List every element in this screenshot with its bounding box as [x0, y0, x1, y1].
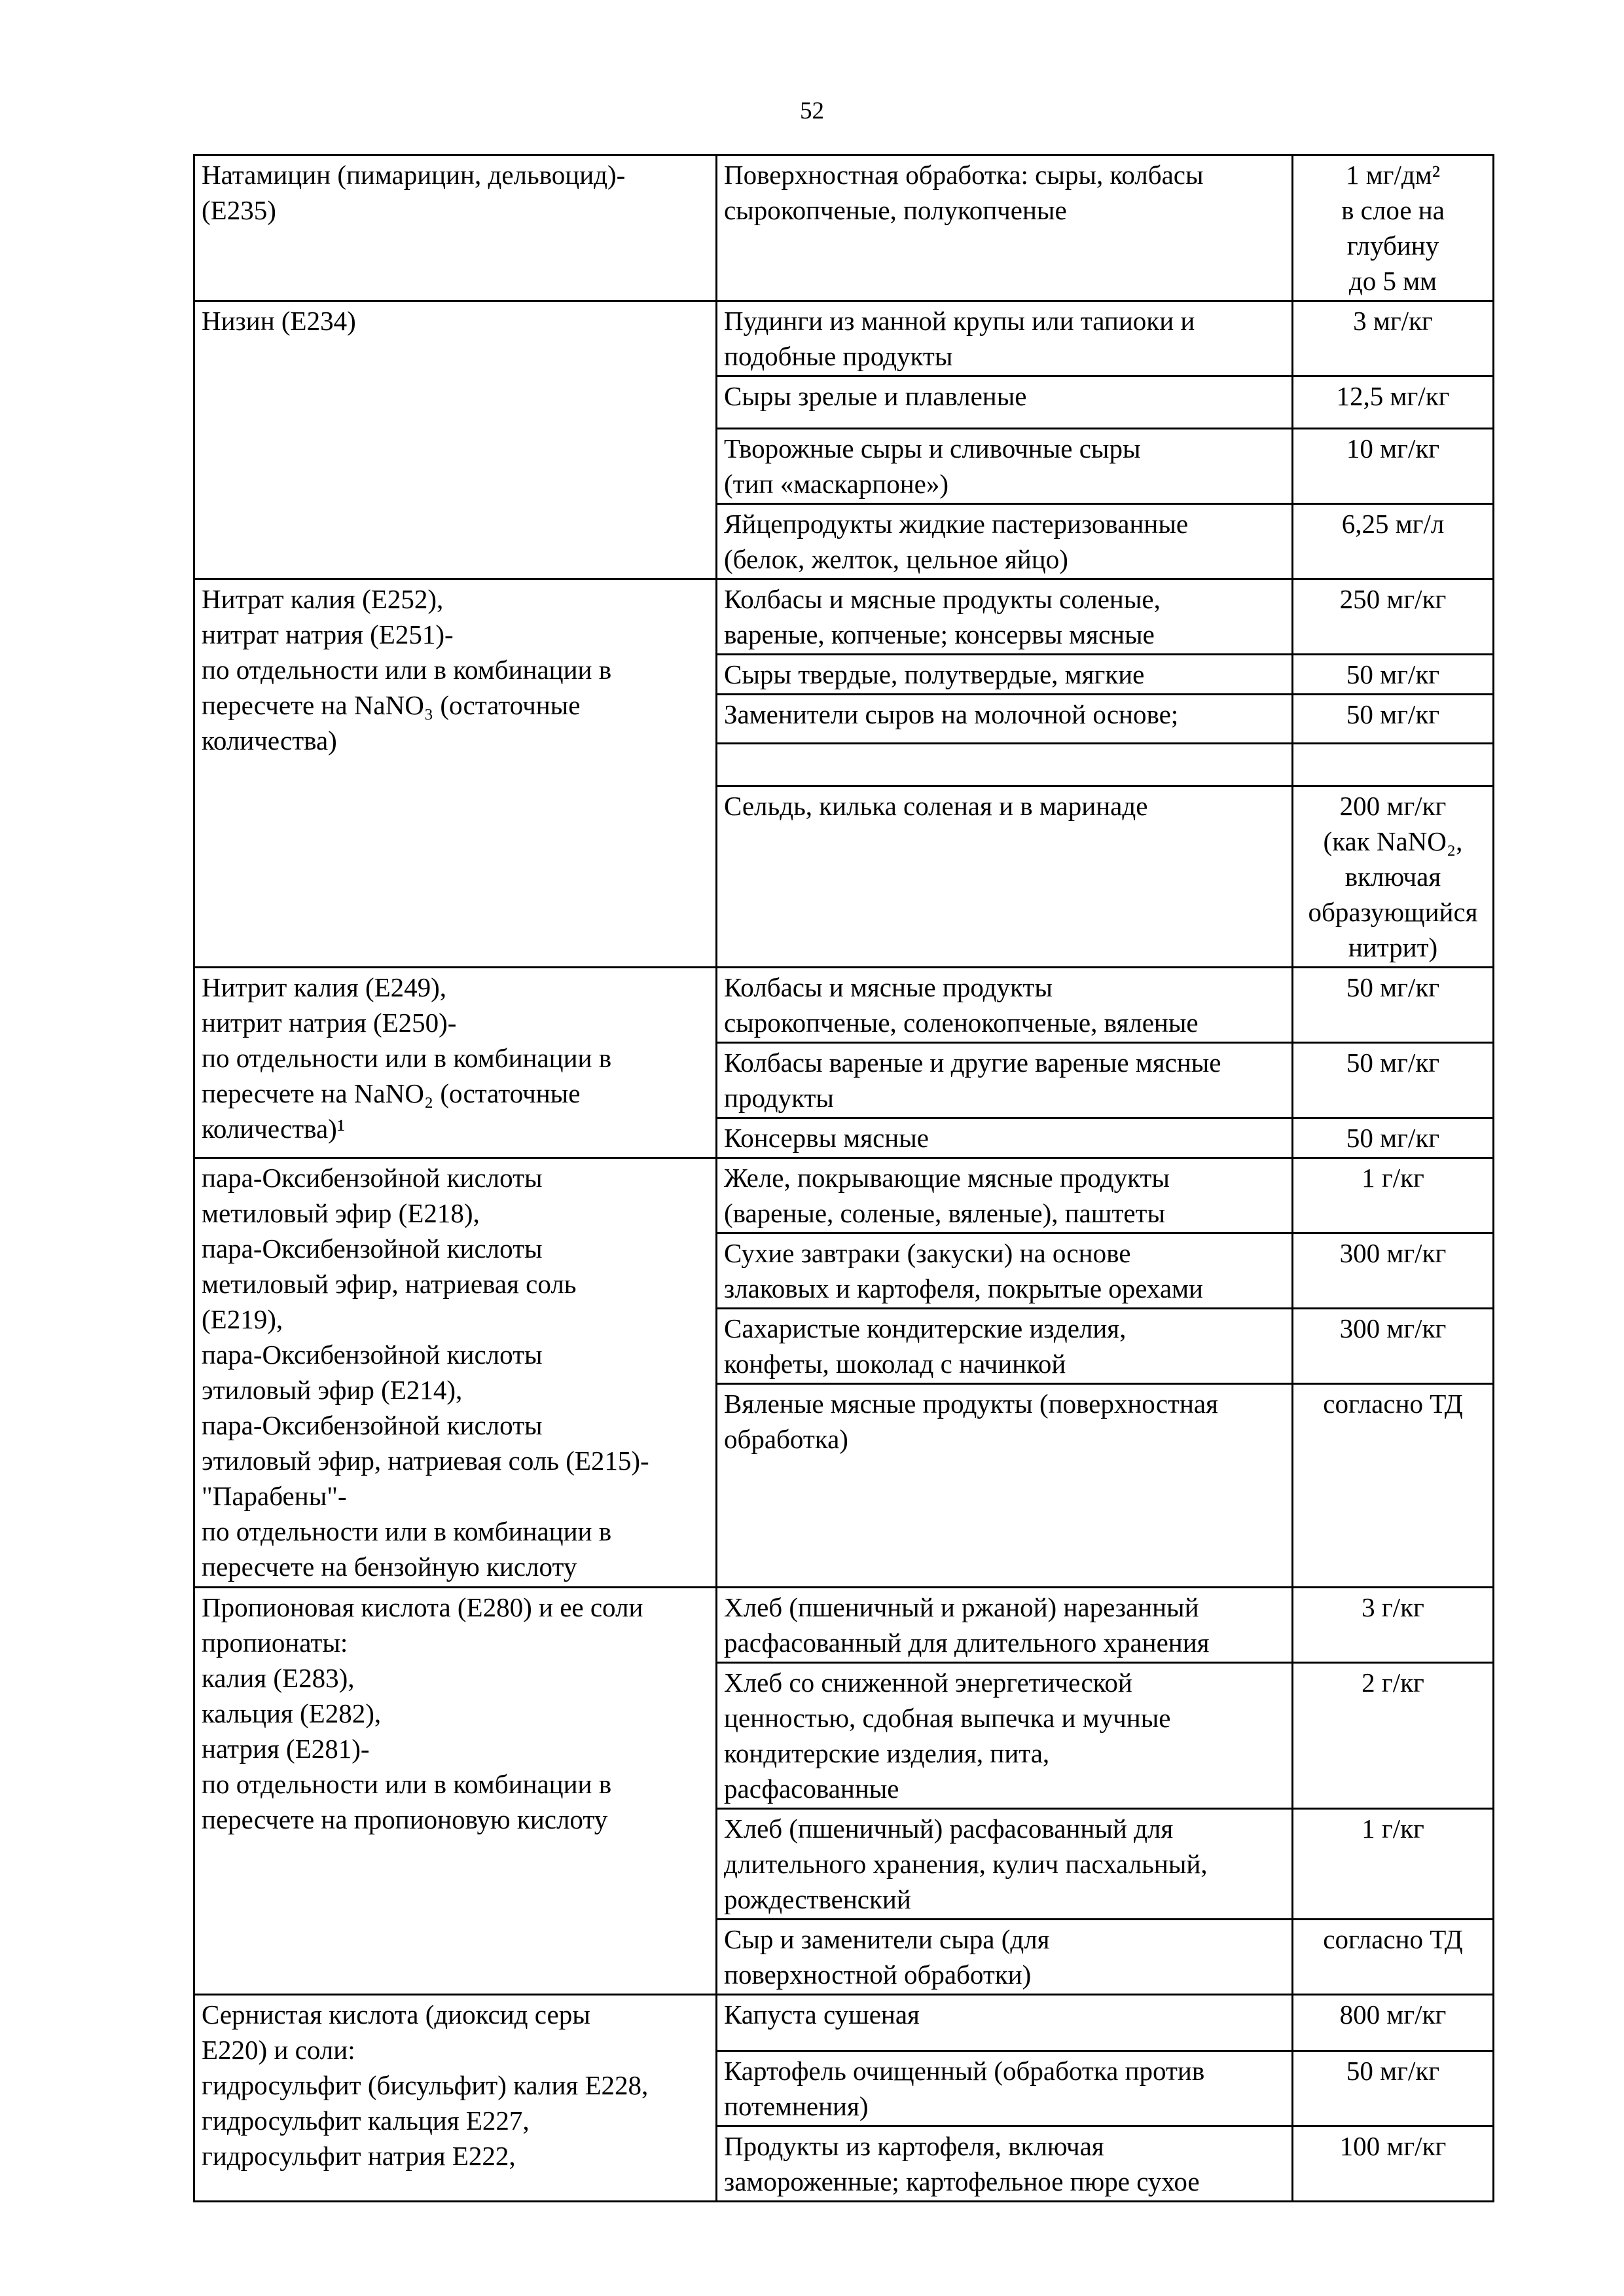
- product-cell: Вяленые мясные продукты (поверхностная обработка): [717, 1384, 1293, 1588]
- substance-cell: Пропионовая кислота (Е280) и ее соли пропионаты: калия (Е283), кальция (Е282), натрия (Е281)- по отдельности или в комбинации в пересчете на пропионовую кислоту: [194, 1588, 717, 1995]
- product-cell: Поверхностная обработка: сыры, колбасы сырокопченые, полукопченые: [717, 155, 1293, 301]
- product-cell: Сыр и заменители сыра (для поверхностной обработки): [717, 1920, 1293, 1995]
- product-cell: Продукты из картофеля, включая замороженные; картофельное пюре сухое: [717, 2126, 1293, 2202]
- limit-cell: 1 г/кг: [1293, 1158, 1494, 1233]
- product-cell: Сыры твердые, полутвердые, мягкие: [717, 655, 1293, 695]
- substance-cell: Сернистая кислота (диоксид серы Е220) и соли: гидросульфит (бисульфит) калия Е228, гидросульфит кальция Е227, гидросульфит натрия Е222,: [194, 1995, 717, 2202]
- product-cell: Колбасы и мясные продукты сырокопченые, соленокопченые, вяленые: [717, 968, 1293, 1043]
- table-row: [194, 1995, 1494, 2051]
- product-cell: Сухие завтраки (закуски) на основе злаковых и картофеля, покрытые орехами: [717, 1233, 1293, 1309]
- product-cell: Капуста сушеная: [717, 1995, 1293, 2051]
- limit-cell: 50 мг/кг: [1293, 1043, 1494, 1118]
- product-cell: Сахаристые кондитерские изделия, конфеты, шоколад с начинкой: [717, 1309, 1293, 1384]
- limit-cell: 250 мг/кг: [1293, 579, 1494, 655]
- limit-cell: 300 мг/кг: [1293, 1233, 1494, 1309]
- product-cell: [717, 744, 1293, 786]
- product-cell: Хлеб со сниженной энергетической ценностью, сдобная выпечка и мучные кондитерские изделия, пита, расфасованные: [717, 1663, 1293, 1809]
- table-row: [194, 968, 1494, 1043]
- product-cell: Сыры зрелые и плавленые: [717, 376, 1293, 429]
- limit-cell: 50 мг/кг: [1293, 968, 1494, 1043]
- product-cell: Колбасы и мясные продукты соленые, вареные, копченые; консервы мясные: [717, 579, 1293, 655]
- limit-cell: 100 мг/кг: [1293, 2126, 1494, 2202]
- product-cell: Яйцепродукты жидкие пастеризованные (белок, желток, цельное яйцо): [717, 504, 1293, 579]
- limit-cell: согласно ТД: [1293, 1920, 1494, 1995]
- limit-cell: 2 г/кг: [1293, 1663, 1494, 1809]
- table-row: [194, 1158, 1494, 1233]
- table-row: [194, 155, 1494, 301]
- table-row: [194, 1588, 1494, 1663]
- table-row: [194, 579, 1494, 655]
- limit-cell: 6,25 мг/л: [1293, 504, 1494, 579]
- limit-cell: 50 мг/кг: [1293, 1118, 1494, 1158]
- limit-cell: 300 мг/кг: [1293, 1309, 1494, 1384]
- product-cell: Заменители сыров на молочной основе;: [717, 695, 1293, 744]
- product-cell: Хлеб (пшеничный) расфасованный для длительного хранения, кулич пасхальный, рождественский: [717, 1809, 1293, 1920]
- limit-cell: 12,5 мг/кг: [1293, 376, 1494, 429]
- limit-cell: 3 мг/кг: [1293, 301, 1494, 376]
- limit-cell: 50 мг/кг: [1293, 655, 1494, 695]
- substance-cell: Низин (Е234): [194, 301, 717, 579]
- limit-cell: [1293, 744, 1494, 786]
- substance-cell: Натамицин (пимарицин, дельвоцид)- (Е235): [194, 155, 717, 301]
- page-number: 52: [800, 98, 824, 124]
- additives-table: [193, 154, 1494, 2202]
- product-cell: Картофель очищенный (обработка против потемнения): [717, 2051, 1293, 2126]
- limit-cell: 200 мг/кг (как NaNO₂, включая образующийся нитрит): [1293, 786, 1494, 968]
- substance-cell: пара-Оксибензойной кислоты метиловый эфир (Е218), пара-Оксибензойной кислоты метиловый эфир, натриевая соль (Е219), пара-Оксибензойной кислоты этиловый эфир (Е214), пара-Оксибензойной кислоты этиловый эфир, натриевая соль (Е215)- "Парабены"- по отдельности или в комбинации в пересчете на бензойную кислоту: [194, 1158, 717, 1588]
- product-cell: Творожные сыры и сливочные сыры (тип «маскарпоне»): [717, 429, 1293, 504]
- limit-cell: 50 мг/кг: [1293, 2051, 1494, 2126]
- product-cell: Пудинги из манной крупы или тапиоки и подобные продукты: [717, 301, 1293, 376]
- limit-cell: 1 г/кг: [1293, 1809, 1494, 1920]
- product-cell: Консервы мясные: [717, 1118, 1293, 1158]
- limit-cell: 3 г/кг: [1293, 1588, 1494, 1663]
- product-cell: Хлеб (пшеничный и ржаной) нарезанный расфасованный для длительного хранения: [717, 1588, 1293, 1663]
- limit-cell: 1 мг/дм² в слое на глубину до 5 мм: [1293, 155, 1494, 301]
- product-cell: Желе, покрывающие мясные продукты (вареные, соленые, вяленые), паштеты: [717, 1158, 1293, 1233]
- product-cell: Колбасы вареные и другие вареные мясные продукты: [717, 1043, 1293, 1118]
- limit-cell: 800 мг/кг: [1293, 1995, 1494, 2051]
- substance-cell: Нитрит калия (Е249), нитрит натрия (Е250)- по отдельности или в комбинации в пересчете на NaNO₂ (остаточные количества)¹: [194, 968, 717, 1158]
- table-row: [194, 301, 1494, 376]
- limit-cell: 50 мг/кг: [1293, 695, 1494, 744]
- limit-cell: согласно ТД: [1293, 1384, 1494, 1588]
- product-cell: Сельдь, килька соленая и в маринаде: [717, 786, 1293, 968]
- substance-cell: Нитрат калия (Е252), нитрат натрия (Е251)- по отдельности или в комбинации в пересчете на NaNO₃ (остаточные количества): [194, 579, 717, 968]
- limit-cell: 10 мг/кг: [1293, 429, 1494, 504]
